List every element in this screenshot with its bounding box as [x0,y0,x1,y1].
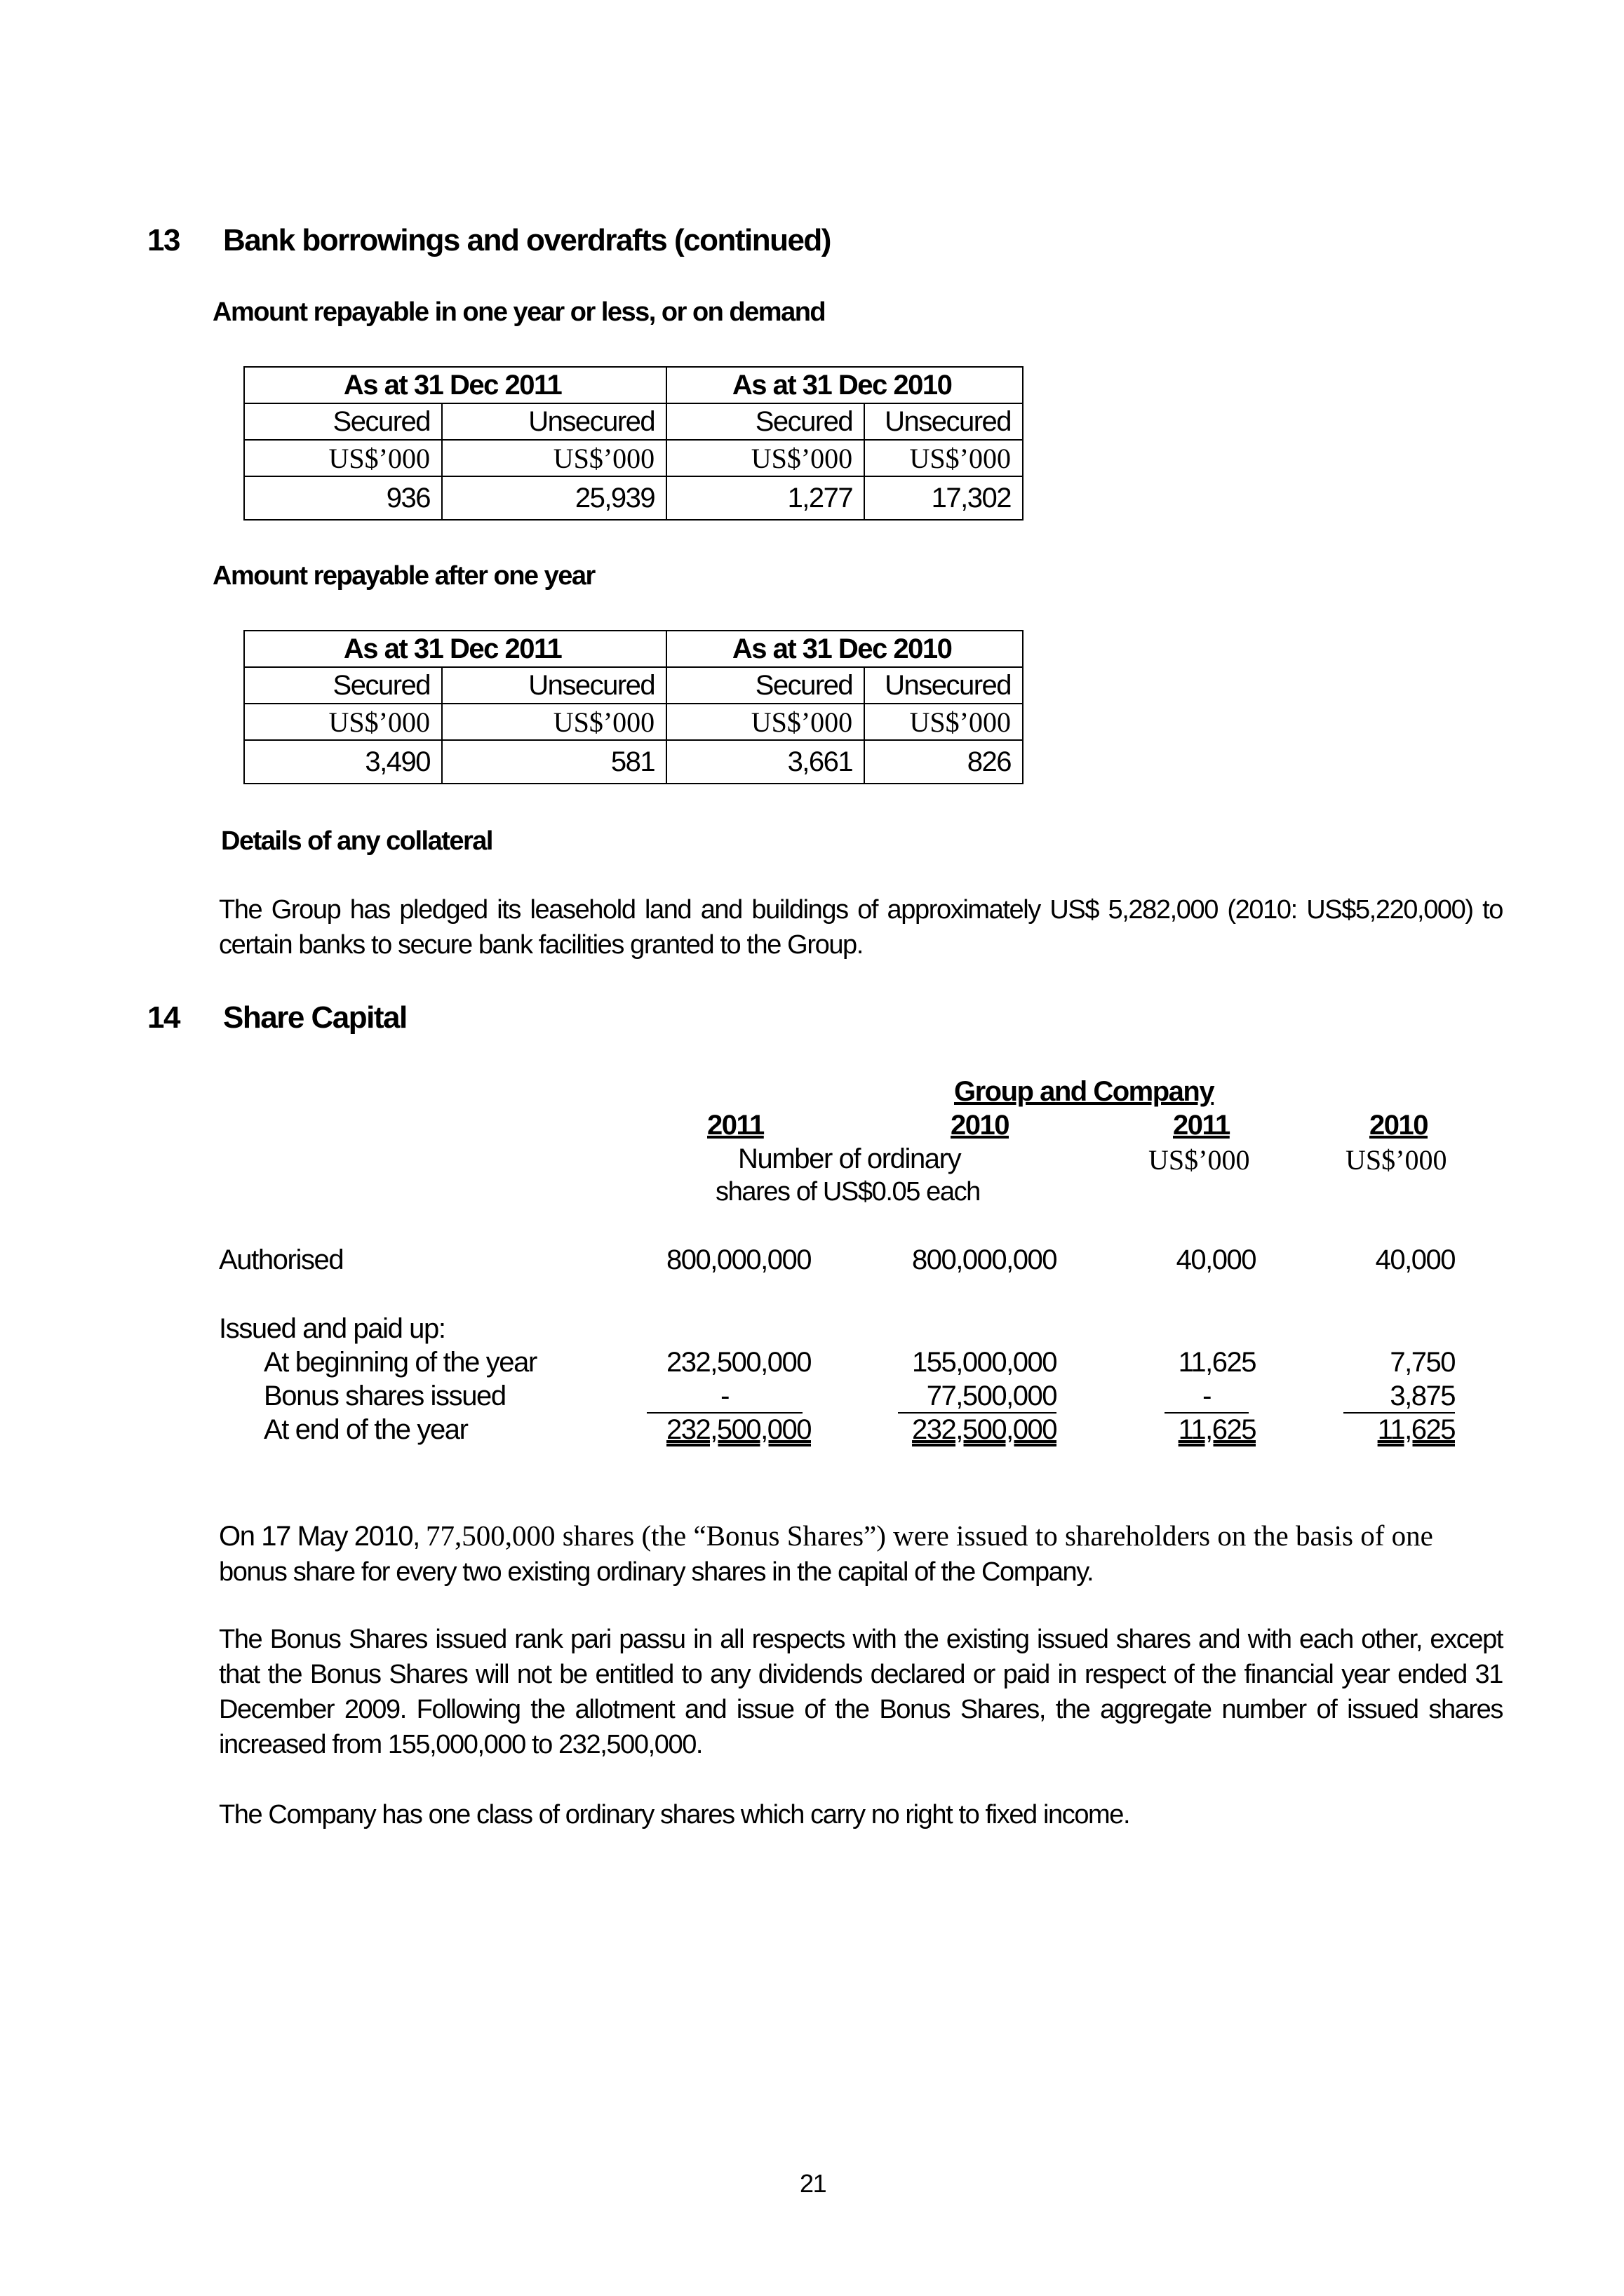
table2-unsecured-2011: Unsecured [442,667,666,704]
table1-unit: US$’000 [864,440,1023,476]
section-14-title: Share Capital [223,1000,407,1035]
row-label-end: At end of the year [264,1414,468,1445]
end-value: 11,625 [1178,1414,1256,1445]
page-number: 21 [800,2169,826,2198]
table1-value: 1,277 [666,476,864,520]
beginning-value: 11,625 [1178,1347,1256,1378]
table1-unsecured-2010: Unsecured [864,403,1023,440]
table2-period-2010: As at 31 Dec 2010 [666,631,1023,667]
pari-passu-paragraph: The Bonus Shares issued rank pari passu in all respects with the existing issued shares and with each other, except that the Bonus Shares will not be entitled to any dividends declared or paid in respect of the financial year ended 31 December 2009. Following the allotment and issue of the Bonus Shares, the aggregate number of issued shares increased from 155,000,000 to 232,500,000. [219,1625,1503,1759]
table2-value: 581 [442,740,666,784]
table1-secured-2011: Secured [244,403,442,440]
table1-unsecured-2011: Unsecured [442,403,666,440]
table2-value: 3,661 [666,740,864,784]
section-14-number: 14 [147,1000,180,1035]
table2-unsecured-2010: Unsecured [864,667,1023,704]
beginning-value: 232,500,000 [666,1347,811,1378]
table2-period-2011: As at 31 Dec 2011 [244,631,666,667]
section-13-title: Bank borrowings and overdrafts (continued) [223,223,831,257]
bonus-value: 3,875 [1343,1381,1455,1414]
table1-value: 17,302 [864,476,1023,520]
bonus-value: 77,500,000 [898,1381,1056,1414]
col-year-1: 2011 [707,1110,764,1141]
table2 [243,630,1024,784]
table1-value: 25,939 [442,476,666,520]
collateral-heading: Details of any collateral [221,826,492,856]
shares-desc-line2: shares of US$0.05 each [716,1177,980,1207]
end-value: 232,500,000 [666,1414,811,1445]
table1-heading: Amount repayable in one year or less, or on demand [213,297,826,327]
bonus-shares-paragraph [219,1518,1503,1590]
issued-heading: Issued and paid up: [219,1313,445,1344]
table1-period-2011: As at 31 Dec 2011 [244,367,666,403]
table1-secured-2010: Secured [666,403,864,440]
unit-col-3: US$’000 [1148,1144,1250,1176]
table1-period-2010: As at 31 Dec 2010 [666,367,1023,403]
para1-serif-text: 77,500,000 shares (the “Bonus Shares”) were issued to shareholders on the basis of one [426,1519,1433,1552]
table1-unit: US$’000 [442,440,666,476]
table2-unit: US$’000 [666,704,864,740]
section-13-number: 13 [147,223,180,257]
authorised-value: 800,000,000 [912,1244,1056,1275]
group-company-heading: Group and Company [954,1076,1214,1107]
collateral-text: The Group has pledged its leasehold land and buildings of approximately US$ 5,282,000 (2010: US$5,220,000) to certain banks to secure bank facilities granted to the Group. [219,895,1503,960]
end-value: 232,500,000 [912,1414,1056,1445]
authorised-value: 800,000,000 [666,1244,811,1275]
table2-secured-2010: Secured [666,667,864,704]
table1 [243,366,1024,521]
table2-secured-2011: Secured [244,667,442,704]
beginning-value: 155,000,000 [912,1347,1056,1378]
table2-heading: Amount repayable after one year [213,561,595,591]
table1-unit: US$’000 [244,440,442,476]
table2-unit: US$’000 [244,704,442,740]
table2-value: 3,490 [244,740,442,784]
authorised-value: 40,000 [1375,1244,1455,1275]
table2-value: 826 [864,740,1023,784]
col-year-2: 2010 [951,1110,1009,1141]
table1-unit: US$’000 [666,440,864,476]
authorised-value: 40,000 [1176,1244,1256,1275]
col-year-4: 2010 [1369,1110,1428,1141]
table2-unit: US$’000 [864,704,1023,740]
end-value: 11,625 [1377,1414,1455,1445]
para1-continuation: bonus share for every two existing ordinary shares in the capital of the Company. [219,1557,1094,1587]
row-label-beginning: At beginning of the year [264,1347,537,1378]
table1-value: 936 [244,476,442,520]
beginning-value: 7,750 [1390,1347,1455,1378]
ordinary-shares-paragraph: The Company has one class of ordinary shares which carry no right to fixed income. [219,1800,1130,1830]
col-year-3: 2011 [1173,1110,1230,1141]
bonus-value: - [1165,1381,1249,1414]
unit-col-4: US$’000 [1345,1144,1447,1176]
shares-desc-line1: Number of ordinary [738,1143,961,1174]
row-label-authorised: Authorised [219,1244,344,1275]
bonus-value: - [647,1381,803,1414]
para1-date: On 17 May 2010, [219,1521,420,1552]
row-label-bonus: Bonus shares issued [264,1381,506,1411]
table2-unit: US$’000 [442,704,666,740]
